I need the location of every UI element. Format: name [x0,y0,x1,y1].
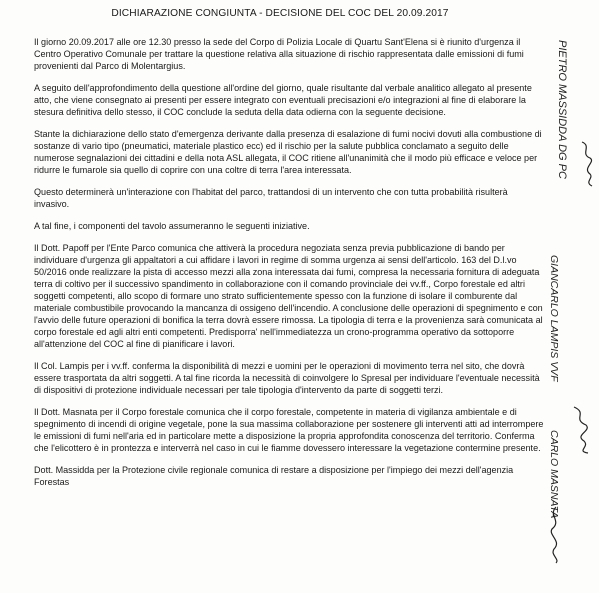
handwritten-name-lampis: GIANCARLO LAMPIS VVF [548,255,560,382]
signature-scribble-masnata-icon [546,505,564,565]
document-title: DICHIARAZIONE CONGIUNTA - DECISIONE DEL COC DEL 20.09.2017 [111,8,449,19]
handwritten-name-massidda: PIETRO MASSIDDA DG PC [556,40,568,179]
paragraph-massidda: Dott. Massidda per la Protezione civile regionale comunica di restare a disposizione per l'impiego dei mezzi dell'agenzia Forestas [34,465,514,487]
document-body [34,36,544,498]
paragraph-initiatives: A tal fine, i componenti del tavolo assumeranno le seguenti iniziative. [34,221,310,231]
paragraph-masnata: Il Dott. Masnata per il Corpo forestale comunica che il corpo forestale, competente in materia di vigilanza ambientale e di spegnimento di incendi di origine vegetale, pone la sua massima collaborazione per sostenere gli interventi atti ad interrompere le emissioni di fumi nell'aria ed in particolare mette a disposizione la propria approfondita conoscenza del territorio. Conferma che l'elicottero è in prontezza e interverrà nel caso in cui le fiamme dovessero interessare la vegetazione contermine presente. [34,407,544,453]
paragraph-papoff: Il Dott. Papoff per l'Ente Parco comunica che attiverà la procedura negoziata senza previa pubblicazione di bando per individuare d'urgenza gli appaltatori a cui affidare i lavori in regime di somma urgenza ai sensi dell'articolo. 163 del D.l.vo 50/2016 onde realizzare la pista di accesso mezzi alla zona interessata dai fumi, compresa la necessaria fornitura di adeguata terra di coltivo per il successivo spandimento in collaborazione con il comando provinciale dei vv.ff., Corpo forestale ed altri soggetti competenti, allo scopo di formare uno strato sufficientemente spesso con la funzione di isolare il comburente dal materiale combustibile provocando la mancanza di ossigeno dell'incendio. A conclusione delle operazioni di spegnimento e con l'avvio delle future operazioni di bonifica la terra dovrà essere rimossa. La tipologia di terra e la provenienza sarà comunicata al corpo forestale ed agli altri enti competenti. Predisporra' nell'immediatezza un crono-programma operativo da sottoporre all'attenzione del COC al fine di pianificare i lavori. [34,243,543,349]
paragraph-lampis: Il Col. Lampis per i vv.ff. conferma la disponibilità di mezzi e uomini per le operazioni di movimento terra nel sito, che dovrà essere trasportata da altri soggetti. A tal fine ricorda la necessità di coinvolgere lo Spresal per individuare l'eventuale necessità di dispositivi di protezione individuale necessari per tale tipologia d'intervento da parte di soggetti terzi. [34,361,540,395]
paragraph-emergency: Stante la dichiarazione dello stato d'emergenza derivante dalla presenza di esalazione di fumi nocivi dovuti alla combustione di sostanze di vario tipo (pneumatici, materiale plastico ecc) ed il rischio per la salute pubblica conclamato a seguito delle numerose segnalazioni dei cittadini e della nota ASL allegata, il COC ritiene all'unanimità che il modo più efficace e veloce per ridurre le fumarole sia quello di coprire con una coltre di terra l'area interessata. [34,129,542,175]
paragraph-habitat: Questo determinerà un'interazione con l'habitat del parco, trattandosi di un intervento che con tutta probabilità risulterà invasivo. [34,187,508,209]
signature-scribble-massidda-icon [578,140,598,188]
paragraph-meeting: Il giorno 20.09.2017 alle ore 12.30 presso la sede del Corpo di Polizia Locale di Quartu Sant'Elena si è riunito d'urgenza il Centro Operativo Comunale per trattare la questione relativa alla situazione di rischio rappresentata dalle emissioni di fumi provenienti dal Parco di Molentargius. [34,37,524,71]
paragraph-analysis: A seguito dell'approfondimento della questione all'ordine del giorno, quale risultante dal verbale analitico allegato al presente atto, che viene consegnato ai presenti per essere integrato con eventuali precisazioni e/o integrazioni al fine di elaborare la stesura definitiva dello stesso, il COC conclude la seduta della data odierna con la seguente decisione. [34,83,532,117]
handwritten-name-masnata: CARLO MASNATA [548,430,560,519]
signature-scribble-lampis-icon [568,405,594,455]
handwritten-signature-massidda [556,40,568,179]
handwritten-signature-lampis [548,255,560,382]
